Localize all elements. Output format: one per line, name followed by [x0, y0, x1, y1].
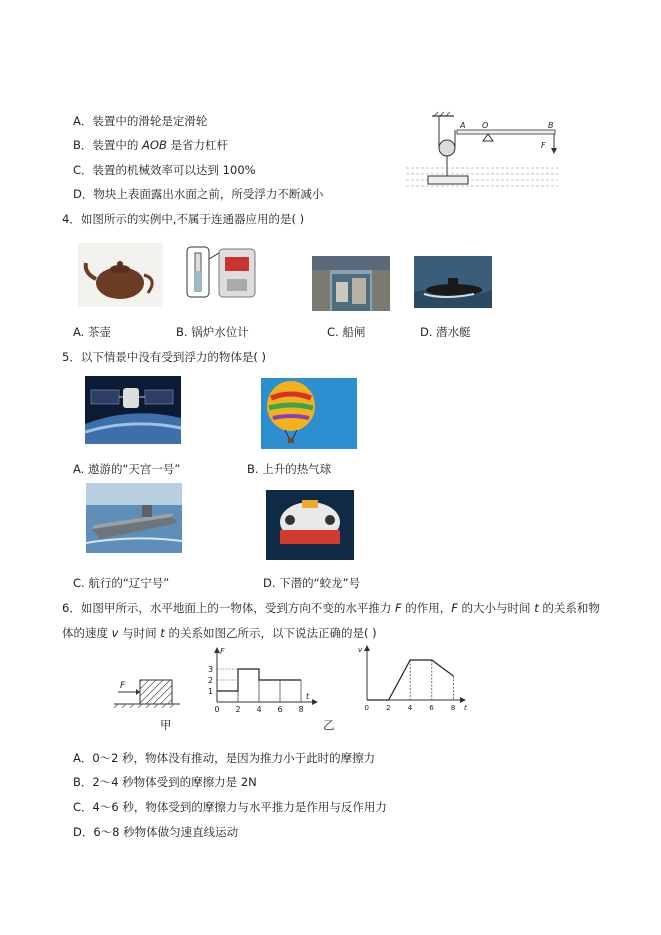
ft-y-tick-label: 3: [208, 665, 214, 674]
q6-var-f: F: [394, 601, 402, 615]
submarine-image: [414, 256, 492, 308]
vt-x-label: t: [464, 704, 467, 712]
q5-caption-b[interactable]: B. 上升的热气球: [247, 462, 332, 476]
q6-stem-1d: 的关系和物: [542, 601, 600, 615]
vt-x-tick-label: 6: [429, 704, 434, 712]
q4-caption-b[interactable]: B. 锅炉水位计: [176, 325, 249, 339]
ft-y-label: F: [220, 647, 225, 656]
vt-x-arrow: [460, 697, 466, 703]
ft-x-arrow: [312, 699, 318, 705]
q6-stem-2c: 的关系如图乙所示，以下说法正确的是( ): [168, 626, 377, 640]
q3-option-a[interactable]: A．装置中的滑轮是定滑轮: [73, 114, 208, 128]
q6-stem-1b: 的作用，: [405, 601, 452, 615]
push-force-label: F: [120, 681, 126, 691]
q6-option-b[interactable]: B．2～4 秒物体受到的摩擦力是 2N: [73, 775, 257, 789]
space-station-image: [85, 376, 181, 444]
lever-label-b: B: [548, 121, 554, 130]
vt-y-arrow: [364, 645, 370, 651]
ft-x-label: t: [306, 692, 310, 701]
q6-var-v: v: [111, 626, 119, 640]
q5-stem: 5．以下情景中没有受到浮力的物体是( ): [62, 350, 266, 364]
teapot-image: [78, 243, 163, 307]
ft-x-tick-label: 4: [256, 705, 262, 714]
q4-caption-d[interactable]: D. 潜水艇: [420, 325, 471, 339]
lever-label-a: A: [460, 121, 466, 130]
q3-option-b-var: AOB: [142, 138, 167, 152]
q3-option-d[interactable]: D．物块上表面露出水面之前，所受浮力不断减小: [73, 187, 324, 201]
q4-stem: 4．如图所示的实例中,不属于连通器应用的是( ): [62, 212, 305, 226]
ft-y-tick-label: 2: [208, 676, 214, 685]
ft-y-tick-label: 1: [208, 687, 214, 696]
q6-option-c[interactable]: C．4～6 秒，物体受到的摩擦力与水平推力是作用与反作用力: [73, 800, 387, 814]
q5-caption-d[interactable]: D. 下潜的“蛟龙”号: [263, 576, 361, 590]
q5-caption-c[interactable]: C. 航行的“辽宁号”: [73, 576, 170, 590]
vt-y-label: v: [358, 646, 363, 654]
q3-option-c[interactable]: C．装置的机械效率可以达到 100%: [73, 163, 256, 177]
q6-stem-2a: 体的速度: [62, 626, 108, 640]
q6-var-t: t: [534, 601, 539, 615]
fig-label-jia: 甲: [160, 718, 172, 732]
vt-x-tick-label: 8: [450, 704, 456, 712]
force-time-graph: [205, 644, 325, 719]
ft-x-tick-label: 2: [235, 705, 241, 714]
q3-option-b-tail: 是省力杠杆: [170, 138, 229, 152]
push-block-figure: [112, 674, 182, 710]
hot-air-balloon-image: [261, 378, 357, 449]
q6-stem-1c: 的大小与时间: [461, 601, 531, 615]
lever-label-o: O: [482, 121, 489, 130]
aircraft-carrier-image: [86, 483, 182, 553]
q5-caption-a[interactable]: A. 遨游的“天宫一号”: [73, 462, 181, 476]
jiaolong-submersible-image: [266, 490, 354, 560]
fig-label-yi: 乙: [323, 718, 335, 732]
vt-x-tick-label: 0: [364, 704, 369, 712]
vt-x-tick-label: 2: [386, 704, 391, 712]
q3-option-b-head: B．装置中的: [73, 138, 139, 152]
ft-x-tick-label: 0: [214, 705, 220, 714]
q6-var-f-2: F: [451, 601, 458, 615]
boiler-gauge-image: [183, 243, 261, 301]
vt-x-tick-label: 4: [407, 704, 413, 712]
q6-stem-1a: 6．如图甲所示，水平地面上的一物体，受到方向不变的水平推力: [62, 601, 392, 615]
vt-series-line: [367, 660, 453, 700]
lever-label-f: F: [541, 141, 546, 150]
velocity-time-graph: [355, 642, 473, 714]
q6-stem-2b: 与时间: [122, 626, 157, 640]
q3-lever-pulley-figure: [402, 110, 562, 194]
q4-caption-a[interactable]: A. 茶壶: [73, 325, 111, 339]
q4-caption-c[interactable]: C. 船闸: [327, 325, 366, 339]
ship-lock-image: [312, 256, 390, 311]
ft-x-tick-label: 8: [298, 705, 304, 714]
q3-option-b[interactable]: [73, 137, 228, 153]
q6-stem-line2: [62, 625, 377, 641]
q6-option-d[interactable]: D．6～8 秒物体做匀速直线运动: [73, 825, 239, 839]
q6-option-a[interactable]: A．0～2 秒，物体没有推动，是因为推力小于此时的摩擦力: [73, 751, 376, 765]
ft-x-tick-label: 6: [277, 705, 283, 714]
q6-var-t-2: t: [160, 626, 165, 640]
q6-stem-line1: [62, 600, 600, 616]
